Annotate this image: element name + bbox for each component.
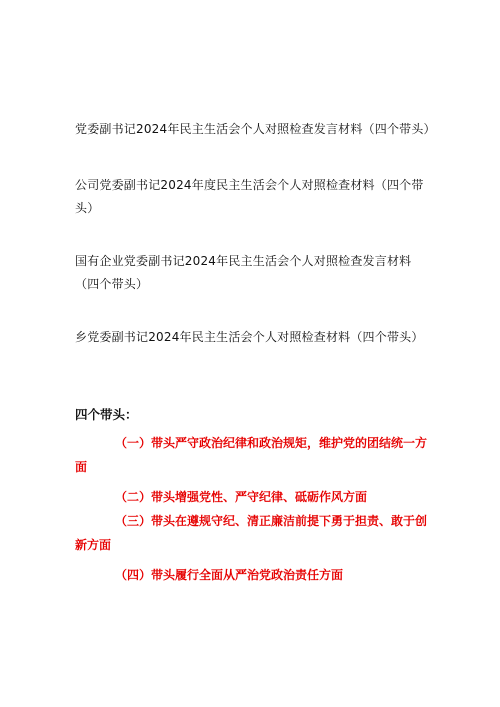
list-item-1: （一）带头严守政治纪律和政治规矩，维护党的团结统一方面 xyxy=(75,436,428,474)
list-item-2: （二）带头增强党性、严守纪律、砥砺作风方面 xyxy=(115,490,368,504)
section-heading: 四个带头： xyxy=(75,407,138,422)
document-title-3: 国有企业党委副书记2024年民主生活会个人对照检查发言材料（四个带头） xyxy=(75,254,412,291)
list-item-3: （三）带头在遵规守纪、清正廉洁前提下勇于担责、敢于创新方面 xyxy=(75,514,428,552)
list-item-4: （四）带头履行全面从严治党政治责任方面 xyxy=(115,568,344,582)
document-title-4: 乡党委副书记2024年民主生活会个人对照检查材料（四个带头） xyxy=(75,330,424,344)
document-title-2: 公司党委副书记2024年度民主生活会个人对照检查材料（四个带头） xyxy=(75,178,424,215)
document-title-1: 党委副书记2024年民主生活会个人对照检查发言材料（四个带头） xyxy=(75,122,436,136)
